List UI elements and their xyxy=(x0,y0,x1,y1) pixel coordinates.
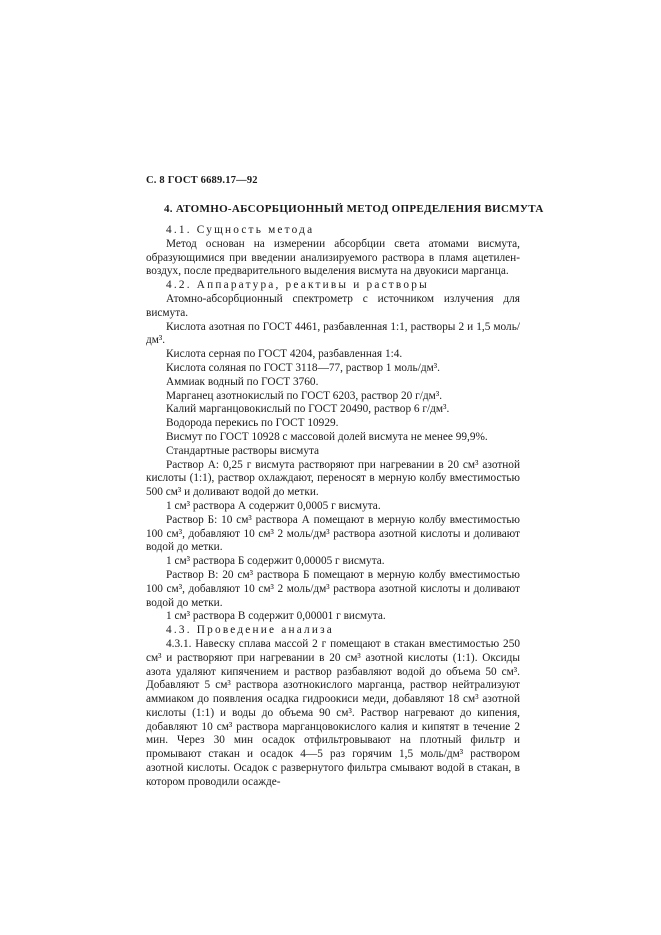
section-heading: 4. АТОМНО-АБСОРБЦИОННЫЙ МЕТОД ОПРЕДЕЛЕНИЯ ВИСМУТА xyxy=(164,203,544,215)
paragraph: Калий марганцовокислый по ГОСТ 20490, раствор 6 г/дм³. xyxy=(166,403,450,416)
paragraph: Раствор А: 0,25 г висмута растворяют при нагревании в 20 см³ азотной кислоты (1:1), раствор охлаждают, переносят в мерную колбу вместимостью 500 см³ и доливают водой до метки. xyxy=(146,458,520,499)
paragraph: Кислота азотная по ГОСТ 4461, разбавленная 1:1, растворы 2 и 1,5 моль/дм³. xyxy=(146,320,520,347)
paragraph: Аммиак водный по ГОСТ 3760. xyxy=(166,375,319,388)
paragraph: Метод основан на измерении абсорбции света атомами висмута, образующимися при введении анализируемого раствора в пламя ацетилен-воздух, после предварительного выделения висмута на двуокиси марганца. xyxy=(146,237,520,278)
paragraph: Атомно-абсорбционный спектрометр с источником излучения для висмута. xyxy=(146,292,520,319)
paragraph: Раствор В: 20 см³ раствора Б помещают в мерную колбу вместимостью 100 см³, добавляют 10 см³ 2 моль/дм³ раствора азотной кислоты и доливают водой до метки. xyxy=(146,568,520,609)
paragraph: Висмут по ГОСТ 10928 с массовой долей висмута не менее 99,9%. xyxy=(166,430,488,443)
paragraph: Раствор Б: 10 см³ раствора А помещают в мерную колбу вместимостью 100 см³, добавляют 10 см³ 2 моль/дм³ раствора азотной кислоты и доливают водой до метки. xyxy=(146,513,520,554)
document-body xyxy=(146,224,520,790)
subsection-title: 4.3. Проведение анализа xyxy=(166,624,334,637)
paragraph: Марганец азотнокислый по ГОСТ 6203, раствор 20 г/дм³. xyxy=(166,389,443,402)
paragraph: 1 см³ раствора Б содержит 0,00005 г висмута. xyxy=(166,555,385,568)
paragraph: Водорода перекись по ГОСТ 10929. xyxy=(166,417,339,430)
paragraph: Кислота соляная по ГОСТ 3118—77, раствор 1 моль/дм³. xyxy=(166,361,440,374)
paragraph: 4.3.1. Навеску сплава массой 2 г помещают в стакан вместимостью 250 см³ и растворяют при нагревании в 20 см³ азотной кислоты (1:1). Оксиды азота удаляют кипячением и раствор разбавляют водой до объема 50 см³. Добавляют 5 см³ раствора азотнокислого марганца, раствор нейтрализуют аммиаком до появления осадка гидроокиси меди, добавляют 18 см³ азотной кислоты (1:1) и воды до объема 90 см³. Раствор нагревают до кипения, добавляют 10 см³ раствора марганцовокислого калия и кипятят в течение 2 мин. Через 30 мин осадок отфильтровывают на плотный фильтр и промывают стакан и осадок 4—5 раз горячим 1,5 моль/дм³ раствором азотной кислоты. Осадок с развернутого фильтра смывают водой в стакан, в котором проводили осажде- xyxy=(146,637,520,788)
paragraph: 1 см³ раствора А содержит 0,0005 г висмута. xyxy=(166,499,381,512)
page-header: С. 8 ГОСТ 6689.17—92 xyxy=(146,175,258,186)
subsection-title: 4.1. Сущность метода xyxy=(166,224,315,236)
subsection-title: 4.2. Аппаратура, реактивы и растворы xyxy=(166,279,429,292)
paragraph: Кислота серная по ГОСТ 4204, разбавленная 1:4. xyxy=(166,348,403,361)
paragraph: 1 см³ раствора В содержит 0,00001 г висмута. xyxy=(166,610,386,623)
paragraph: Стандартные растворы висмута xyxy=(166,444,320,457)
